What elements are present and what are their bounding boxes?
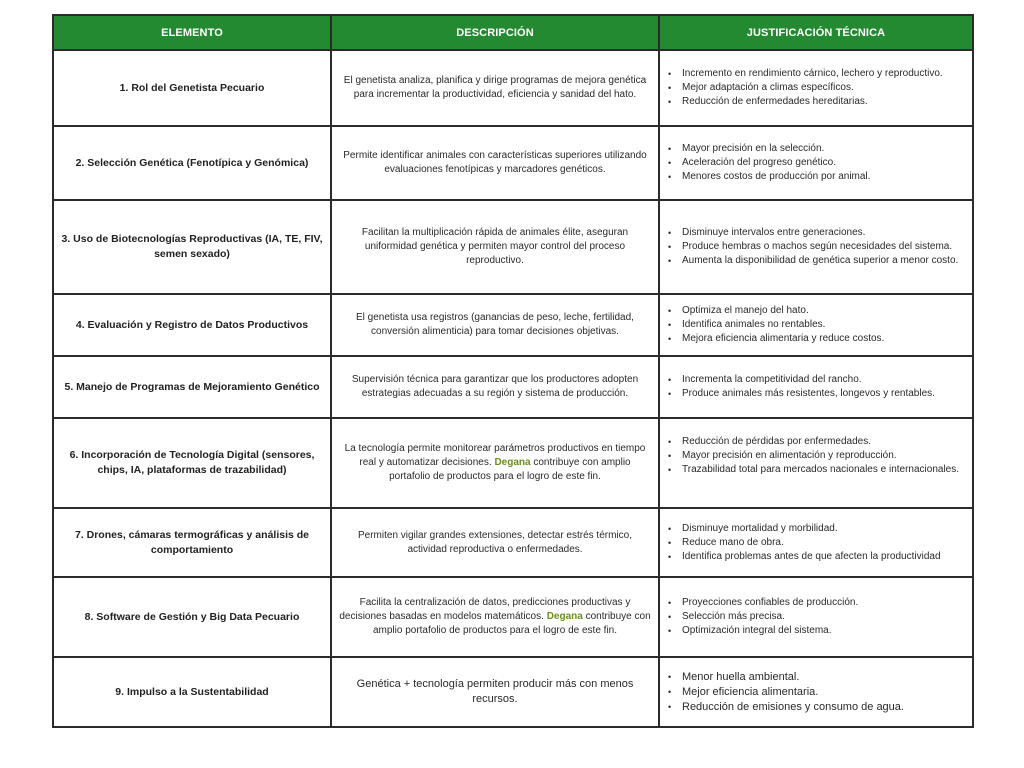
justificacion-item: • Produce hembras o machos según necesidades del sistema. <box>682 240 966 254</box>
header-descripcion: DESCRIPCIÓN <box>331 15 659 50</box>
justificacion-cell <box>659 50 973 126</box>
justificacion-item: • Incremento en rendimiento cárnico, lechero y reproductivo. <box>682 67 966 81</box>
descripcion-text: contribuye con amplio portafolio de productos para el logro de este fin. <box>389 457 631 482</box>
justificacion-cell <box>659 356 973 418</box>
elemento-cell: 4. Evaluación y Registro de Datos Productivos <box>53 294 331 356</box>
justificacion-item: • Reducción de emisiones y consumo de agua. <box>682 700 966 715</box>
justificacion-item: • Mejor adaptación a climas específicos. <box>682 81 966 95</box>
justificacion-item: • Disminuye intervalos entre generaciones. <box>682 226 966 240</box>
table-row <box>53 356 973 418</box>
justificacion-list <box>666 226 966 268</box>
justificacion-list <box>666 670 966 715</box>
justificacion-item: • Optimiza el manejo del hato. <box>682 304 966 318</box>
justificacion-item: • Mejor eficiencia alimentaria. <box>682 685 966 700</box>
justificacion-item: • Menor huella ambiental. <box>682 670 966 685</box>
justificacion-cell <box>659 418 973 508</box>
justificacion-item: • Optimización integral del sistema. <box>682 624 966 638</box>
elemento-cell: 3. Uso de Biotecnologías Reproductivas (IA, TE, FIV, semen sexado) <box>53 200 331 294</box>
descripcion-text: contribuye con amplio portafolio de productos para el logro de este fin. <box>372 611 651 636</box>
table-row <box>53 577 973 657</box>
descripcion-text: Facilita la centralización de datos, predicciones productivas y decisiones basadas en modelos matemáticos. <box>339 597 631 622</box>
header-elemento: ELEMENTO <box>53 15 331 50</box>
descripcion-cell: Supervisión técnica para garantizar que los productores adopten estrategias adecuadas a su región y sistema de producción. <box>331 356 659 418</box>
justificacion-item: • Reducción de pérdidas por enfermedades. <box>682 435 966 449</box>
justificacion-item: • Reducción de enfermedades hereditarias. <box>682 95 966 109</box>
table-row <box>53 50 973 126</box>
genetics-technology-table <box>52 14 974 728</box>
table-row <box>53 657 973 727</box>
justificacion-list <box>666 435 966 477</box>
table-row <box>53 200 973 294</box>
justificacion-item: • Mejora eficiencia alimentaria y reduce costos. <box>682 332 966 346</box>
table-header-row <box>53 15 973 50</box>
justificacion-item: • Mayor precisión en la selección. <box>682 142 966 156</box>
descripcion-cell: Facilitan la multiplicación rápida de animales élite, aseguran uniformidad genética y permiten mayor control del proceso reproductivo. <box>331 200 659 294</box>
descripcion-cell: Permite identificar animales con características superiores utilizando evaluaciones fenotípicas y marcadores genéticos. <box>331 126 659 200</box>
justificacion-cell <box>659 126 973 200</box>
justificacion-item: • Identifica animales no rentables. <box>682 318 966 332</box>
justificacion-cell <box>659 508 973 577</box>
descripcion-cell: Permiten vigilar grandes extensiones, detectar estrés térmico, actividad reproductiva o enfermedades. <box>331 508 659 577</box>
justificacion-list <box>666 142 966 184</box>
elemento-cell: 6. Incorporación de Tecnología Digital (sensores, chips, IA, plataformas de trazabilidad) <box>53 418 331 508</box>
justificacion-item: • Reduce mano de obra. <box>682 536 966 550</box>
elemento-cell: 8. Software de Gestión y Big Data Pecuario <box>53 577 331 657</box>
justificacion-list <box>666 67 966 109</box>
justificacion-item: • Trazabilidad total para mercados nacionales e internacionales. <box>682 463 966 477</box>
justificacion-item: • Selección más precisa. <box>682 610 966 624</box>
justificacion-list <box>666 596 966 638</box>
elemento-cell: 5. Manejo de Programas de Mejoramiento Genético <box>53 356 331 418</box>
brand-name-degana: Degana <box>546 611 583 622</box>
brand-name-degana: Degana <box>494 457 531 468</box>
elemento-cell: 2. Selección Genética (Fenotípica y Genómica) <box>53 126 331 200</box>
elemento-cell: 7. Drones, cámaras termográficas y análisis de comportamiento <box>53 508 331 577</box>
justificacion-item: • Menores costos de producción por animal. <box>682 170 966 184</box>
justificacion-item: • Produce animales más resistentes, longevos y rentables. <box>682 387 966 401</box>
justificacion-item: • Aumenta la disponibilidad de genética superior a menor costo. <box>682 254 966 268</box>
descripcion-cell: El genetista analiza, planifica y dirige programas de mejora genética para incrementar la productividad, eficiencia y sanidad del hato. <box>331 50 659 126</box>
descripcion-cell <box>331 418 659 508</box>
elemento-cell: 9. Impulso a la Sustentabilidad <box>53 657 331 727</box>
justificacion-item: • Mayor precisión en alimentación y reproducción. <box>682 449 966 463</box>
elemento-cell: 1. Rol del Genetista Pecuario <box>53 50 331 126</box>
justificacion-list <box>666 304 966 346</box>
justificacion-list <box>666 373 966 401</box>
justificacion-item: • Disminuye mortalidad y morbilidad. <box>682 522 966 536</box>
table-row <box>53 508 973 577</box>
descripcion-text: La tecnología permite monitorear parámetros productivos en tiempo real y automatizar decisiones. <box>344 443 646 468</box>
table-row <box>53 294 973 356</box>
justificacion-cell <box>659 577 973 657</box>
justificacion-item: • Identifica problemas antes de que afecten la productividad <box>682 550 966 564</box>
justificacion-cell <box>659 200 973 294</box>
justificacion-list <box>666 522 966 564</box>
header-justificacion: JUSTIFICACIÓN TÉCNICA <box>659 15 973 50</box>
justificacion-cell <box>659 294 973 356</box>
descripcion-cell: El genetista usa registros (ganancias de peso, leche, fertilidad, conversión alimenticia) para tomar decisiones objetivas. <box>331 294 659 356</box>
justificacion-item: • Aceleración del progreso genético. <box>682 156 966 170</box>
justificacion-cell <box>659 657 973 727</box>
table-row <box>53 126 973 200</box>
descripcion-cell: Genética + tecnología permiten producir más con menos recursos. <box>331 657 659 727</box>
descripcion-cell <box>331 577 659 657</box>
table-row <box>53 418 973 508</box>
justificacion-item: • Proyecciones confiables de producción. <box>682 596 966 610</box>
justificacion-item: • Incrementa la competitividad del rancho. <box>682 373 966 387</box>
